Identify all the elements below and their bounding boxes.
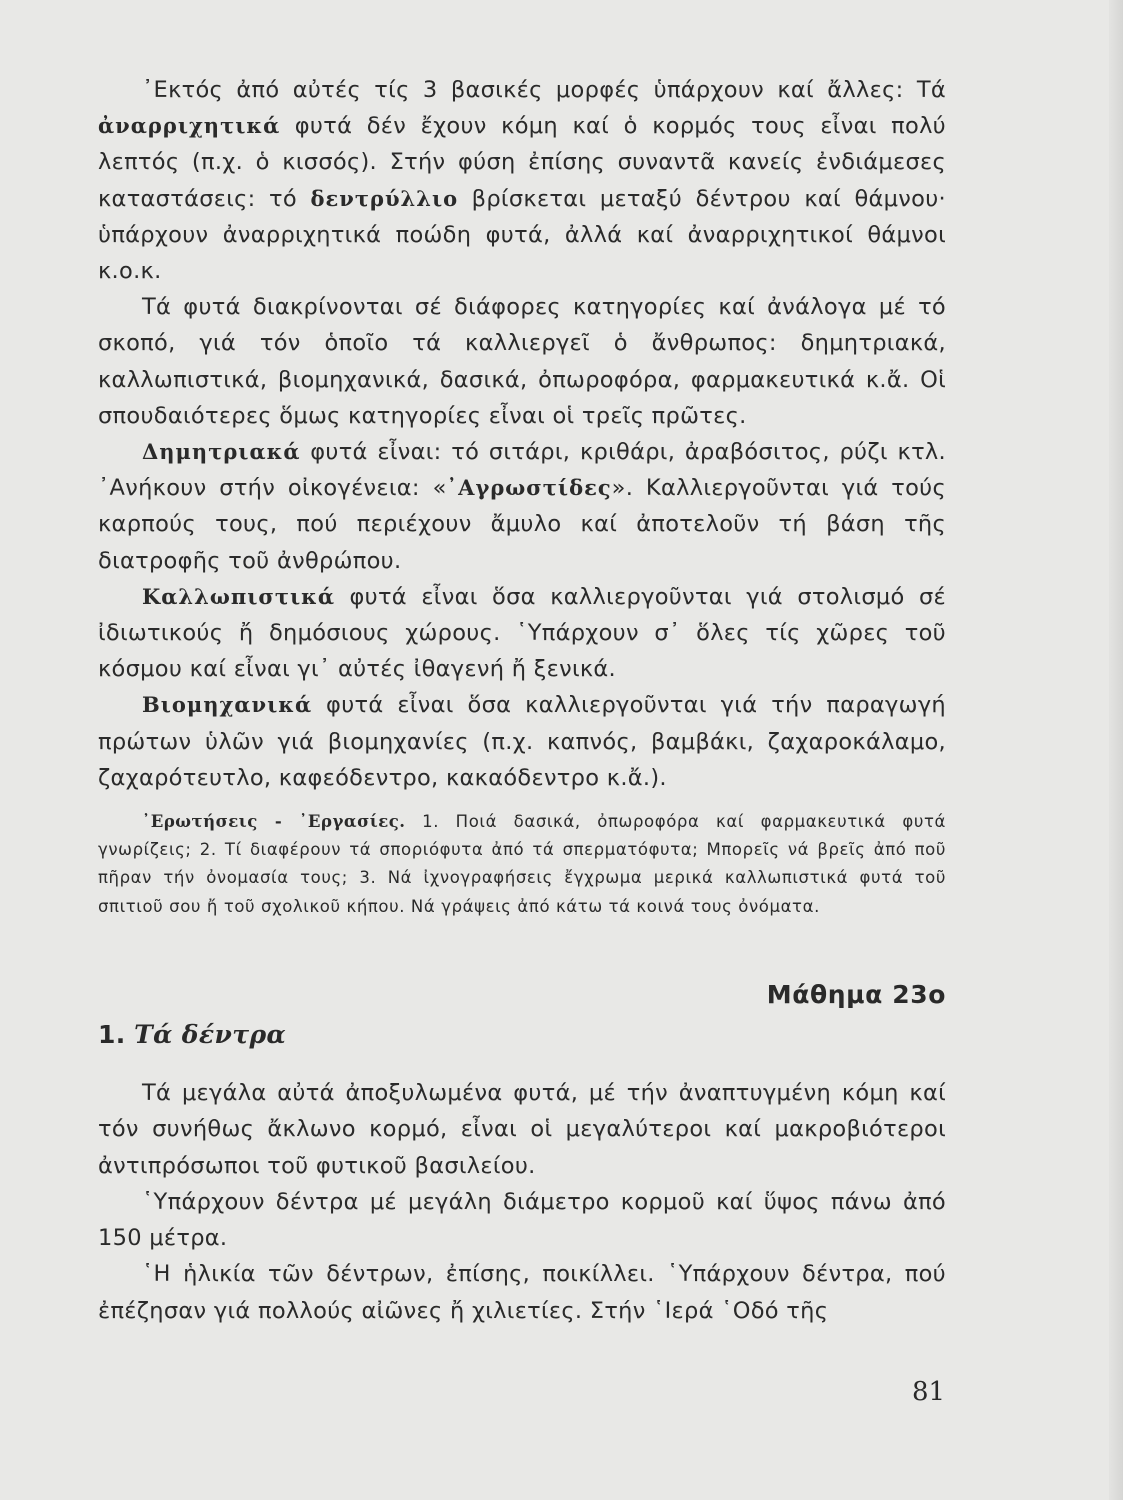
paragraph-text: ». Καλλιεργοῦνται γιά τούς καρπούς τους, πού περιέχουν ἄμυλο καί ἀποτελοῦν τή βάση τῆς διατροφῆς τοῦ ἀνθρώπου. — [98, 475, 947, 574]
bold-term: δεντρύλλιο — [310, 185, 459, 211]
section-heading — [98, 1017, 946, 1053]
paragraph-text: ᾿Εκτός ἀπό αὐτές τίς 3 βασικές μορφές ὑπάρχουν καί ἄλλες: Τά — [142, 77, 946, 103]
paragraph-text: φυτά εἶναι ὅσα καλλιεργοῦνται γιά στολισμό σέ ἰδιωτικούς ἤ δημόσιους χώρους. ῾Υπάρχουν σ᾿ ὅλες τίς χῶρες τοῦ κόσμου καί εἶναι γι᾿ αὐτές ἰθαγενή ἤ ξενικά. — [98, 583, 946, 683]
paragraph-text: βρίσκεται μεταξύ δέντρου καί θάμνου· ὑπάρχουν ἀναρριχητικά ποώδη φυτά, ἀλλά καί ἀναρριχητικοί θάμνοι κ.ο.κ. — [98, 185, 946, 285]
paragraph-trees-age: ῾Η ἡλικία τῶν δέντρων, ἐπίσης, ποικίλλει. ῾Υπάρχουν δέντρα, πού ἐπέζησαν γιά πολλούς αἰῶνες ἤ χιλιετίες. Στήν ῾Ιερά ῾Οδό τῆς — [98, 1261, 946, 1324]
paragraph-industrial — [98, 687, 946, 796]
bold-term: ἀναρριχητικά — [98, 113, 281, 139]
page-edge-shadow — [1109, 0, 1123, 1500]
page-number: 81 — [912, 1377, 946, 1407]
exercises-text: 1. Ποιά δασικά, ὀπωροφόρα καί φαρμακευτικά φυτά γνωρίζεις; 2. Τί διαφέρουν τά σποριόφυτα ἀπό τά σπερματόφυτα; Μπορεῖς νά βρεῖς ἀπό ποῦ πῆραν τήν ὀνομασία τους; 3. Νά ἰχνογραφήσεις ἔγχρωμα μερικά καλλωπιστικά φυτά τοῦ σπιτιοῦ σου ἤ τοῦ σχολικοῦ κήπου. Νά γράψεις ἀπό κάτω τά κοινά τους ὀνόματα. — [98, 812, 946, 916]
paragraph-text: φυτά δέν ἔχουν κόμη καί ὁ κορμός τους εἶναι πολύ λεπτός (π.χ. ὁ κισσός). Στήν φύση ἐπίσης συναντᾶ κανείς ἐνδιάμεσες καταστάσεις: τό — [98, 113, 946, 212]
bold-term: Δημητριακά — [142, 439, 301, 465]
paragraph-text: φυτά εἶναι: τό σιτάρι, κριθάρι, ἀραβόσιτος, ρύζι κτλ. ᾿Ανήκουν στήν οἰκογένεια: « — [98, 439, 946, 502]
paragraph-text: φυτά εἶναι ὅσα καλλιεργοῦνται γιά τήν παραγωγή πρώτων ὑλῶν γιά βιομηχανίες (π.χ. καπνός, βαμβάκι, ζαχαροκάλαμο, ζαχαρότευτλο, καφεόδεντρο, κακαόδεντρο κ.ἄ.). — [98, 692, 946, 791]
bold-term: Καλλωπιστικά — [142, 583, 336, 609]
paragraph-ornamental — [98, 579, 946, 688]
paragraph-climbing-plants — [98, 72, 946, 289]
paragraph-trees-height: ῾Υπάρχουν δέντρα μέ μεγάλη διάμετρο κορμοῦ καί ὕψος πάνω ἀπό 150 μέτρα. — [98, 1188, 946, 1252]
section-number: 1. — [98, 1020, 126, 1050]
paragraph-trees-intro: Τά μεγάλα αὐτά ἀποξυλωμένα φυτά, μέ τήν ἀναπτυγμένη κόμη καί τόν συνήθως ἄκλωνο κορμό, εἶναι οἱ μεγαλύτεροι καί μακροβιότεροι ἀντιπρόσωποι τοῦ φυτικοῦ βασιλείου. — [98, 1080, 946, 1179]
exercises-block — [98, 808, 946, 921]
section-title: Τά δέντρα — [134, 1020, 287, 1050]
paragraph-cereals — [98, 434, 946, 579]
bold-term: Βιομηχανικά — [142, 692, 313, 718]
lesson-title: Μάθημα 23ο — [766, 979, 946, 1009]
page-content — [98, 72, 946, 1329]
paragraph-plant-categories: Τά φυτά διακρίνονται σέ διάφορες κατηγορίες καί ἀνάλογα μέ τό σκοπό, γιά τόν ὁποῖο τά καλλιεργεῖ ὁ ἄνθρωπος: δημητριακά, καλλωπιστικά, βιομηχανικά, δασικά, ὀπωροφόρα, φαρμακευτικά κ.ἄ. Οἱ σπουδαιότερες ὅμως κατηγορίες εἶναι οἱ τρεῖς πρῶτες. — [98, 294, 946, 429]
exercises-label: ᾿Ερωτήσεις - ᾿Εργασίες. — [142, 812, 406, 832]
bold-term: ᾿Αγρωστίδες — [446, 475, 612, 501]
